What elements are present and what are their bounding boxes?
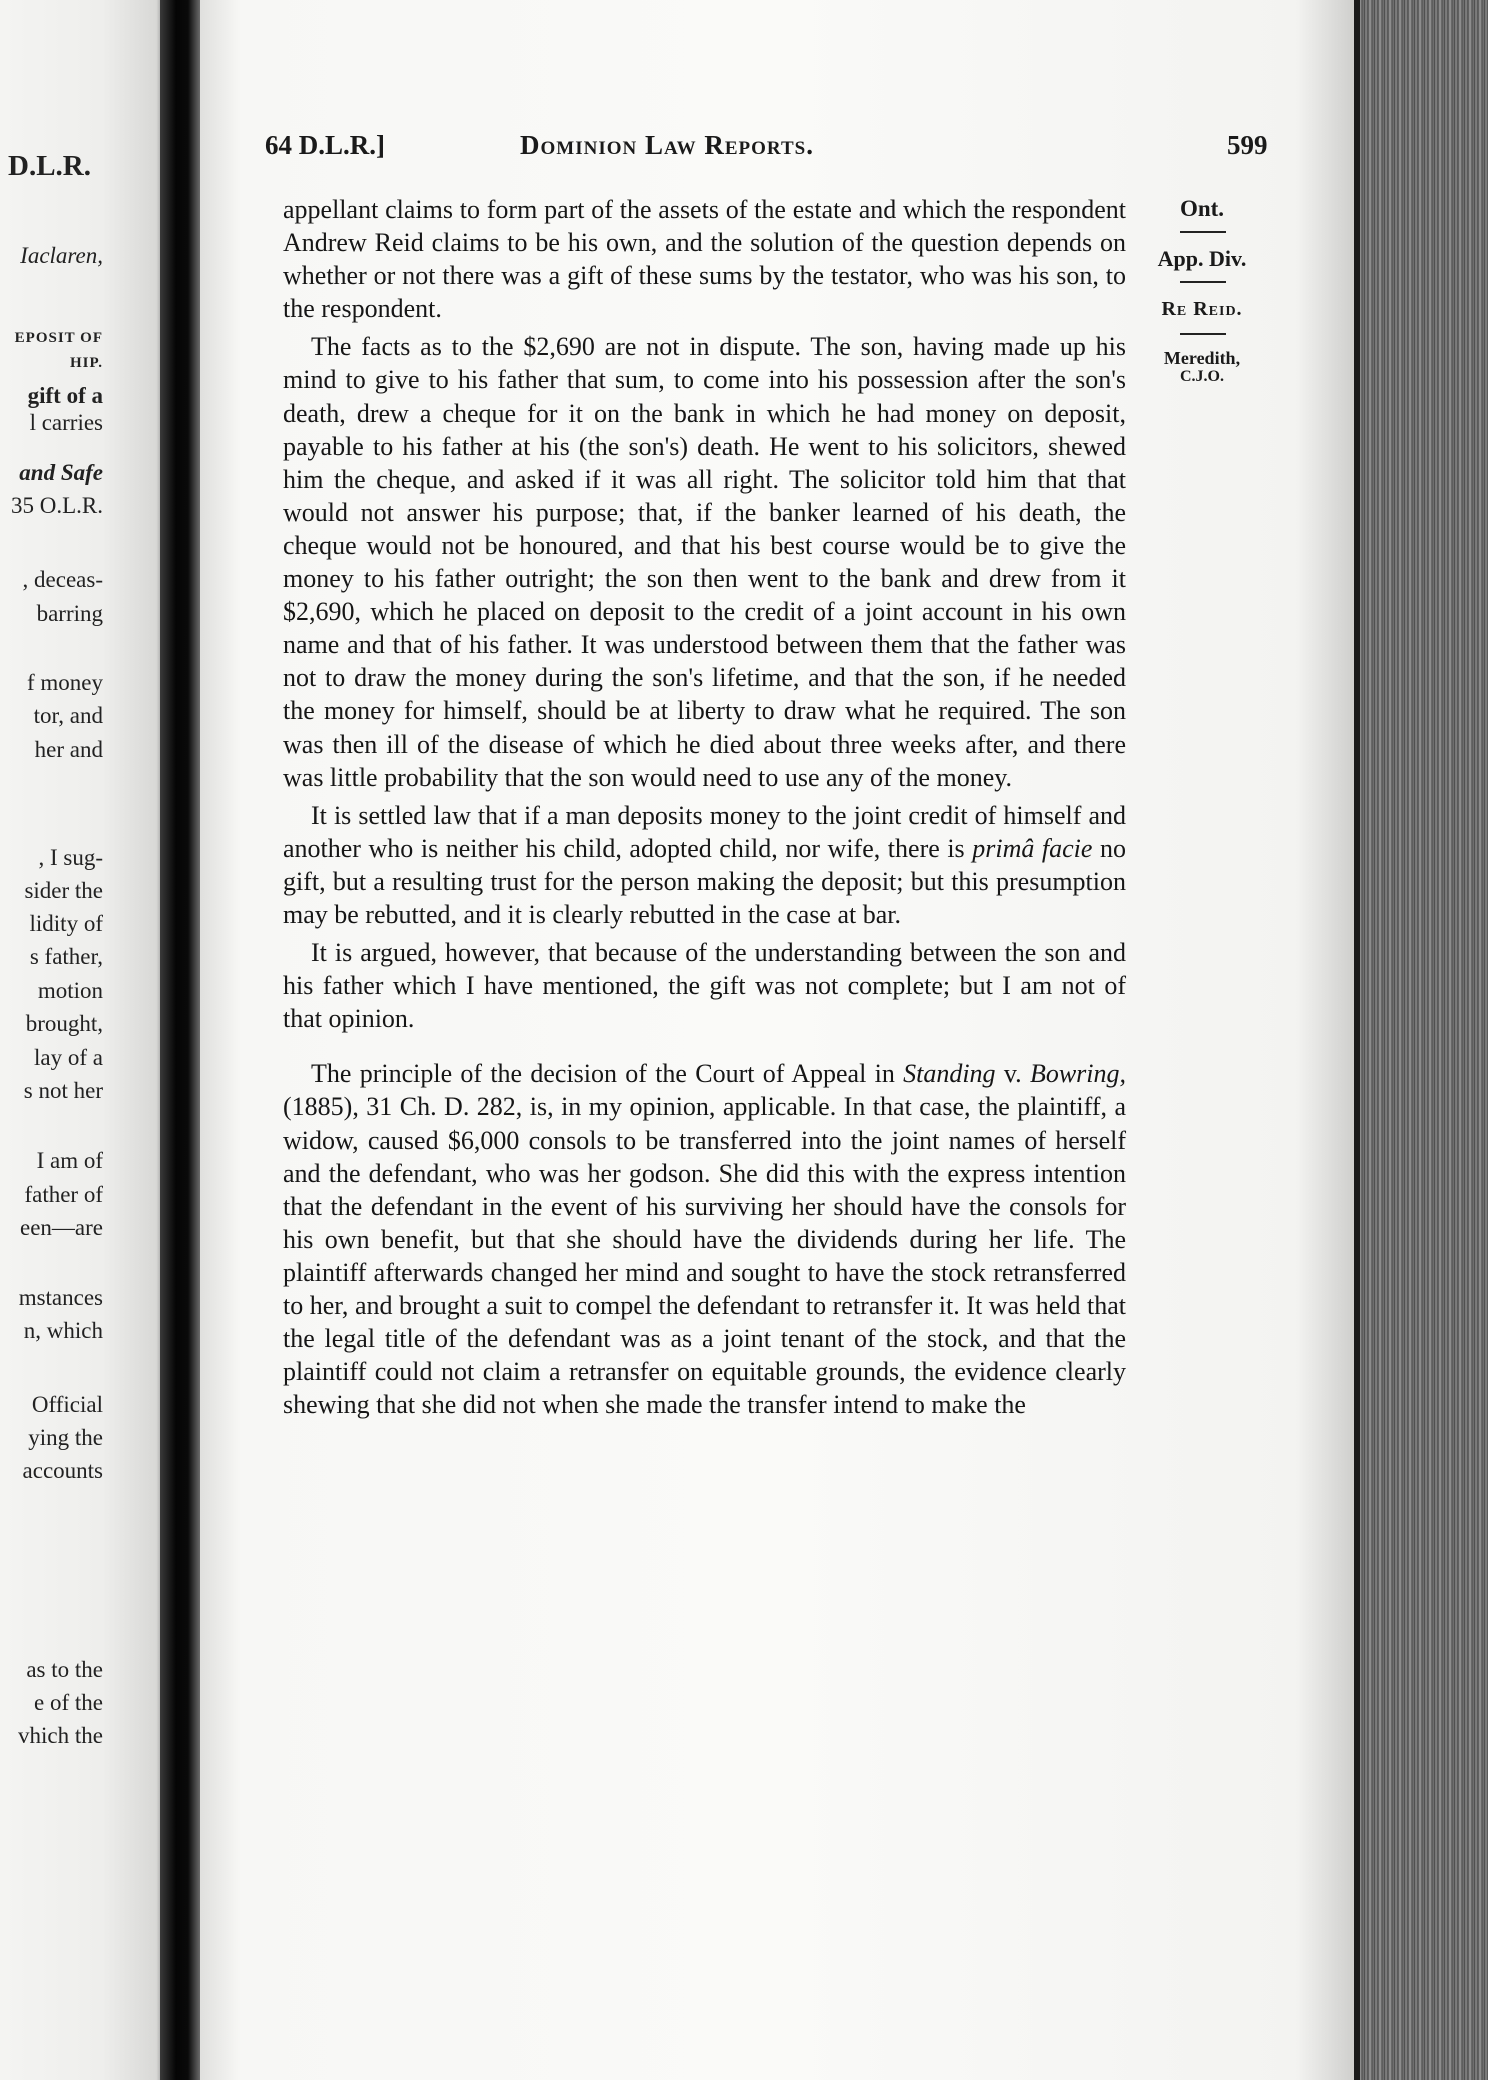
left-page-line: HIP. xyxy=(69,355,103,371)
left-page-line: her and xyxy=(34,737,103,762)
left-page-line: mstances xyxy=(18,1285,103,1310)
left-page-line: sider the xyxy=(24,878,103,903)
margin-rule xyxy=(1180,231,1226,233)
left-page-line: as to the xyxy=(26,1657,103,1682)
left-page-line: I am of xyxy=(36,1148,103,1173)
margin-note-court: App. Div. xyxy=(1157,246,1247,271)
left-page-line: lidity of xyxy=(29,911,103,936)
paragraph-text: (1885), 31 Ch. D. 282, is, in my opinion, applicable. In that case, the plaintiff, a widow, caused $6,000 consols to be transferred into the joint names of herself and the defendant, who was her godson. She did this with the express intention that the defendant in the event of his surviving her should have the consols for his own benefit, but that she should have the dividends during her life. The plaintiff afterwards changed her mind and sought to have the stock retransferred to her, and brought a suit to compel the defendant to retransfer it. It was held that the legal title of the defendant was as a joint tenant of the stock, and that the plaintiff could not claim a retransfer on equitable grounds, the evidence clearly shewing that she did not when she made the transfer intend to make the xyxy=(283,1092,1126,1420)
paragraph xyxy=(283,1057,1126,1421)
left-page-line: father of xyxy=(24,1182,103,1207)
left-page-line: 35 O.L.R. xyxy=(11,493,103,518)
margin-rule xyxy=(1180,281,1226,283)
left-page-line: vhich the xyxy=(18,1723,103,1748)
margin-rule xyxy=(1180,333,1226,335)
left-page-line: l carries xyxy=(29,410,103,435)
page-edges xyxy=(1354,0,1488,2080)
left-page-line: barring xyxy=(36,601,103,626)
margin-note-province: Ont. xyxy=(1179,196,1225,221)
left-page-line: f money xyxy=(26,670,103,695)
left-page-line: accounts xyxy=(22,1458,103,1483)
left-page-line: lay of a xyxy=(34,1045,103,1070)
header-volume: 64 D.L.R.] xyxy=(265,130,385,160)
left-page-line: s not her xyxy=(23,1078,103,1103)
book-gutter xyxy=(160,0,200,2080)
body-text xyxy=(283,193,1126,1421)
left-page-line: , I sug- xyxy=(38,845,103,870)
left-page-line: Official xyxy=(31,1392,103,1417)
paragraph: It is argued, however, that because of the understanding between the son and his father which I have mentioned, the gift was not complete; but I am not of that opinion. xyxy=(283,938,1126,1034)
left-page-line: een—are xyxy=(20,1215,103,1240)
left-page-line: tor, and xyxy=(33,703,103,728)
left-page-line: , deceas- xyxy=(22,567,103,592)
left-page xyxy=(0,0,170,2080)
left-page-line: EPOSIT OF xyxy=(14,330,103,346)
header-title: Dominion Law Reports. xyxy=(520,130,814,160)
paragraph-text: The principle of the decision of the Court of Appeal in xyxy=(311,1059,904,1089)
left-page-header: D.L.R. xyxy=(8,153,91,179)
paragraph xyxy=(283,799,1126,931)
margin-note-judge: Meredith, xyxy=(1163,348,1241,368)
left-page-line: n, which xyxy=(23,1318,103,1343)
margin-note-case: Re Reid. xyxy=(1161,298,1243,320)
left-page-line: gift of a xyxy=(27,383,103,408)
left-page-line: Iaclaren, xyxy=(20,243,103,268)
left-page-line: and Safe xyxy=(19,460,103,485)
left-page-line: motion xyxy=(37,978,103,1003)
margin-note-judge-title: C.J.O. xyxy=(1180,368,1224,385)
paragraph-text: It is settled law that if a man deposits money to the joint credit of himself and another who is neither his child, adopted child, nor wife, there is xyxy=(283,800,1126,863)
paragraph: The facts as to the $2,690 are not in dispute. The son, having made up his mind to give to his father that sum, to come into his possession after the son's death, drew a cheque for it on the bank in which he had money on deposit, payable to his father at his (the son's) death. He went to his solicitors, shewed him the cheque, and asked if it was all right. The solicitor told him that that would not answer his purpose; that, if the banker learned of his death, the cheque would not be honoured, and that his best course would be to give the money to his father outright; the son then went to the bank and drew from it $2,690, which he placed on deposit to the credit of a joint account in his own name and that of his father. It was understood between them that the father was not to draw the money during the son's lifetime, and that the son, if he needed the money for himself, should be at liberty to draw what he required. The son was then ill of the disease of which he died about three weeks after, and there was little probability that the son would need to use any of the money. xyxy=(283,332,1126,792)
paragraph: appellant claims to form part of the assets of the estate and which the respondent Andrew Reid claims to be his own, and the solution of the question depends on whether or not there was a gift of these sums by the testator, who was his son, to the respondent. xyxy=(283,195,1126,324)
case-name: Bowring, xyxy=(1029,1059,1127,1089)
case-versus: v. xyxy=(995,1059,1030,1089)
paragraph-text: no gift, but a resulting trust for the person making the deposit; but this presumption may be rebutted, and it is clearly rebutted in the case at bar. xyxy=(283,833,1126,929)
page-edge-shadow xyxy=(1354,0,1360,2080)
latin-phrase: primâ facie xyxy=(972,833,1093,863)
case-name: Standing xyxy=(903,1059,996,1089)
left-page-line: brought, xyxy=(25,1011,103,1036)
left-page-line: s father, xyxy=(29,944,103,969)
left-page-line: e of the xyxy=(34,1690,103,1715)
left-page-line: ying the xyxy=(28,1425,103,1450)
page-number: 599 xyxy=(1227,130,1268,160)
